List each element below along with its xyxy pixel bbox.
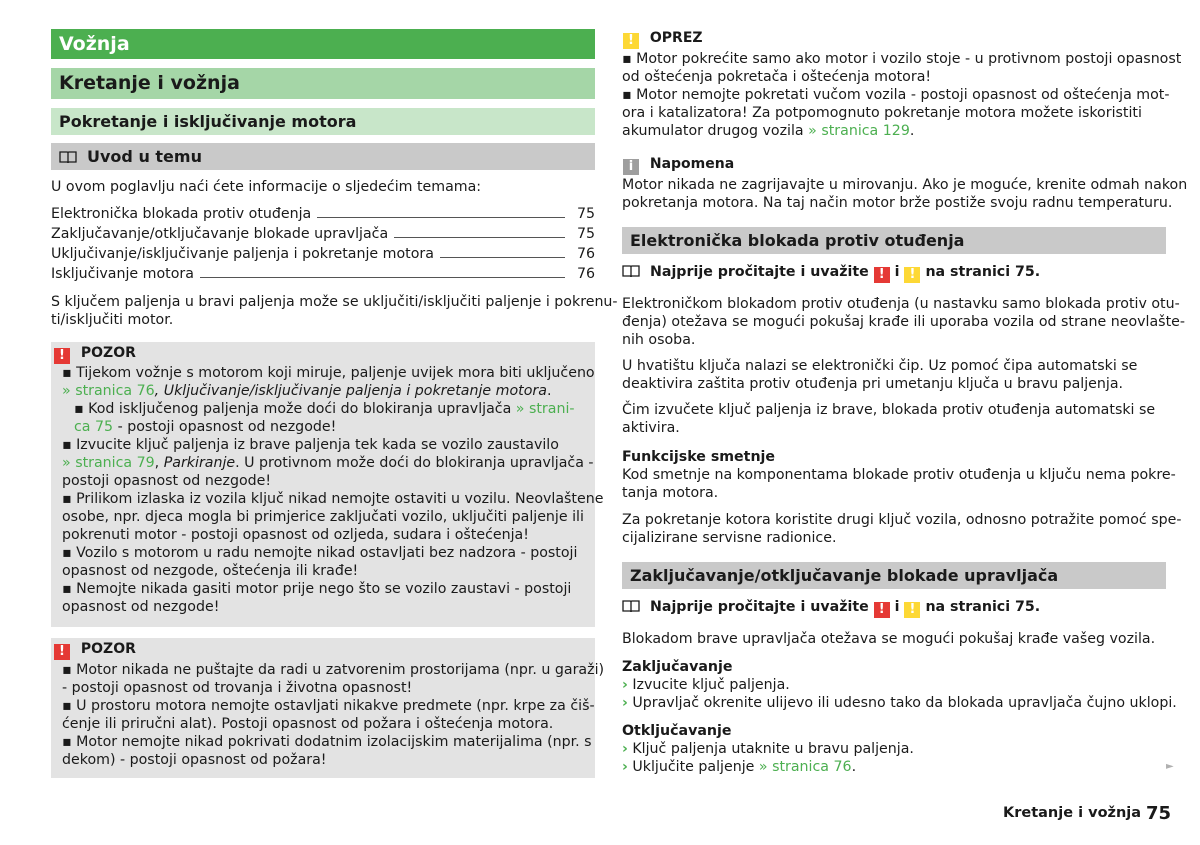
text: ▪ Kod isključenog paljenja može doći do blokiranja upravljača: [74, 401, 516, 417]
warning-icon: !: [874, 267, 890, 283]
book-icon: [622, 265, 640, 278]
body-line: U hvatištu ključa nalazi se elektronički čip. Uz pomoć čipa automatski se: [622, 358, 1138, 374]
page-link[interactable]: » stranica 129: [808, 123, 910, 139]
intro-text: U ovom poglavlju naći ćete informacije o sljedećim temama:: [51, 179, 482, 195]
step-item: [622, 694, 1177, 712]
intro-header: [51, 143, 595, 170]
toc-page: 75: [576, 226, 595, 242]
link-title: Parkiranje: [163, 455, 236, 471]
step-item: [622, 676, 790, 694]
subheading: Otključavanje: [622, 723, 732, 739]
chapter-title: Vožnja: [51, 29, 595, 59]
note-title: Napomena: [649, 156, 735, 172]
caution-icon: !: [623, 33, 639, 49]
step-arrow-icon: ›: [622, 677, 628, 693]
toc-page: 75: [576, 206, 595, 222]
text: akumulator drugog vozila: [622, 123, 809, 139]
body-line: Čim izvučete ključ paljenja iz brave, blokada protiv otuđenja automatski se: [622, 402, 1156, 418]
page-link[interactable]: » strani-: [515, 401, 575, 417]
body-line: Elektroničkom blokadom protiv otuđenja (u nastavku samo blokada protiv otu-: [622, 296, 1180, 312]
note-line: pokretanja motora. Na taj način motor brže postiže svoju radnu temperaturu.: [622, 195, 1173, 211]
warning-line: ▪ Izvucite ključ paljenja iz brave paljenja tek kada se vozilo zaustavilo: [62, 437, 559, 453]
toc-page: 76: [576, 246, 595, 262]
step-item: [622, 740, 914, 758]
warning-icon: !: [874, 602, 890, 618]
warning-line: ▪ Prilikom izlaska iz vozila ključ nikad nemojte ostaviti u vozilu. Neovlaštene: [62, 491, 604, 507]
step-arrow-icon: ›: [622, 759, 628, 775]
text: Najprije pročitajte i uvažite: [650, 264, 869, 280]
warning-line: opasnost od nezgode, oštećenja ili krađe!: [62, 563, 359, 579]
warning-line: dekom) - postoji opasnost od požara!: [62, 752, 327, 768]
step-text: Izvucite ključ paljenja.: [632, 677, 790, 693]
warning-box: [51, 342, 604, 627]
step-text: Ključ paljenja utaknite u bravu paljenja.: [632, 741, 914, 757]
page-link[interactable]: » stranica 76: [62, 383, 155, 399]
body-line: Blokadom brave upravljača otežava se mogući pokušaj krađe vašeg vozila.: [622, 631, 1156, 647]
book-icon: [59, 151, 77, 164]
toc-entry[interactable]: [51, 204, 595, 224]
warning-header: [54, 343, 136, 363]
warning-line: - postoji opasnost od trovanja i životna opasnost!: [62, 680, 413, 696]
warning-line: ćenje ili priručni alat). Postoji opasnost od požara i oštećenja motora.: [62, 716, 554, 732]
warning-line: osobe, npr. djeca mogla bi primjerice zaključati vozilo, uključiti paljenje ili: [62, 509, 584, 525]
toc-label: Elektronička blokada protiv otuđenja: [51, 204, 317, 224]
warning-header: [54, 639, 136, 659]
caution-header: [623, 28, 703, 48]
read-first-note: [622, 263, 1040, 283]
step-item: [622, 758, 856, 776]
page-link[interactable]: » stranica 79: [62, 455, 155, 471]
body-line: deaktivira zaštita protiv otuđenja pri umetanju ključa u bravu paljenja.: [622, 376, 1124, 392]
intro-title: Uvod u temu: [87, 147, 202, 166]
caution-line: [622, 122, 914, 140]
warning-icon: !: [54, 348, 70, 364]
warning-line: postoji opasnost od nezgode!: [62, 473, 272, 489]
text: . U protivnom može doći do blokiranja upravljača -: [235, 455, 594, 471]
warning-line: [74, 418, 336, 436]
caution-line: od oštećenja pokretača i oštećenja motora!: [622, 69, 932, 85]
intro-paragraph-line: ti/isključiti motor.: [51, 312, 174, 328]
text: na stranici 75.: [925, 599, 1041, 615]
body-line: tanja motora.: [622, 485, 719, 501]
subheading: Funkcijske smetnje: [622, 449, 776, 465]
intro-paragraph-line: S ključem paljenja u bravi paljenja može se uključiti/isključiti paljenje i pokrenu-: [51, 294, 618, 310]
toc-entry[interactable]: [51, 224, 595, 244]
warning-line: ▪ Tijekom vožnje s motorom koji miruje, paljenje uvijek mora biti uključeno: [62, 365, 595, 381]
step-text: Uključite paljenje: [632, 759, 759, 775]
warning-line: [62, 454, 594, 472]
toc-label: Uključivanje/isključivanje paljenja i pokretanje motora: [51, 244, 440, 264]
body-line: aktivira.: [622, 420, 680, 436]
note-line: Motor nikada ne zagrijavajte u mirovanju. Ako je moguće, krenite odmah nakon: [622, 177, 1188, 193]
continue-arrow-icon: ►: [1166, 761, 1174, 772]
warning-line: ▪ Motor nikada ne puštajte da radi u zatvorenim prostorijama (npr. u garaži): [62, 662, 605, 678]
warning-line: ▪ U prostoru motora nemojte ostavljati nikakve predmete (npr. krpe za čiš-: [62, 698, 595, 714]
toc-label: Zaključavanje/otključavanje blokade upravljača: [51, 224, 394, 244]
page-link[interactable]: » stranica 76: [758, 759, 852, 775]
warning-line: [74, 400, 575, 418]
warning-line: ▪ Nemojte nikada gasiti motor prije nego što se vozilo zaustavi - postoji: [62, 581, 572, 597]
read-first-note: [622, 598, 1040, 618]
warning-title: POZOR: [80, 641, 136, 657]
warning-line: ▪ Motor nemojte nikad pokrivati dodatnim izolacijskim materijalima (npr. s: [62, 734, 592, 750]
toc-entry[interactable]: [51, 244, 595, 264]
step-arrow-icon: ›: [622, 741, 628, 757]
warning-line: opasnost od nezgode!: [62, 599, 220, 615]
step-text: Upravljač okrenite ulijevo ili udesno tako da blokada upravljača čujno uklopi.: [632, 695, 1177, 711]
caution-line: ora i katalizatora! Za potpomognuto pokretanje motora možete iskoristiti: [622, 105, 1142, 121]
warning-line: [62, 382, 551, 400]
body-line: Kod smetnje na komponentama blokade protiv otuđenja u ključu nema pokre-: [622, 467, 1176, 483]
warning-line: pokrenuti motor - postoji opasnost od ozljeda, sudara i oštećenja!: [62, 527, 529, 543]
caution-line: ▪ Motor nemojte pokretati vučom vozila - postoji opasnost od oštećenja mot-: [622, 87, 1170, 103]
text: i: [894, 599, 900, 615]
body-line: nih osoba.: [622, 332, 696, 348]
page-link[interactable]: ca 75: [74, 419, 114, 435]
body-line: đenja) otežava se mogući pokušaj krađe ili uporaba vozila od strane neovlašte-: [622, 314, 1185, 330]
toc-page: 76: [576, 266, 595, 282]
warning-title: POZOR: [80, 345, 136, 361]
caution-title: OPREZ: [649, 30, 703, 46]
note-header: [623, 154, 734, 174]
punct: .: [851, 759, 857, 775]
punct: .: [546, 383, 552, 399]
info-icon: i: [623, 159, 639, 175]
section-title: Kretanje i vožnja: [51, 68, 595, 99]
section-header: Elektronička blokada protiv otuđenja: [622, 227, 1166, 254]
footer-section: Kretanje i vožnja: [1003, 805, 1142, 821]
body-line: cijalizirane servisne radionice.: [622, 530, 837, 546]
text: Najprije pročitajte i uvažite: [650, 599, 869, 615]
link-title: , Uključivanje/isključivanje paljenja i pokretanje motora: [154, 383, 547, 399]
book-icon: [622, 600, 640, 613]
comma: ,: [154, 455, 164, 471]
section-header: Zaključavanje/otključavanje blokade upravljača: [622, 562, 1166, 589]
text: - postoji opasnost od nezgode!: [113, 419, 337, 435]
subheading: Zaključavanje: [622, 659, 733, 675]
text: na stranici 75.: [925, 264, 1041, 280]
punct: .: [909, 123, 915, 139]
warning-box: [51, 638, 605, 778]
body-line: Za pokretanje kotora koristite drugi ključ vozila, odnosno potražite pomoć spe-: [622, 512, 1182, 528]
caution-icon: !: [904, 267, 920, 283]
caution-line: ▪ Motor pokrećite samo ako motor i vozilo stoje - u protivnom postoji opasnost: [622, 51, 1182, 67]
caution-icon: !: [904, 602, 920, 618]
text: i: [894, 264, 900, 280]
subsection-title: Pokretanje i isključivanje motora: [51, 108, 595, 135]
warning-line: ▪ Vozilo s motorom u radu nemojte nikad ostavljati bez nadzora - postoji: [62, 545, 578, 561]
toc-label: Isključivanje motora: [51, 264, 200, 284]
page-number: 75: [1146, 803, 1172, 824]
step-arrow-icon: ›: [622, 695, 628, 711]
toc-entry[interactable]: [51, 264, 595, 284]
warning-icon: !: [54, 644, 70, 660]
